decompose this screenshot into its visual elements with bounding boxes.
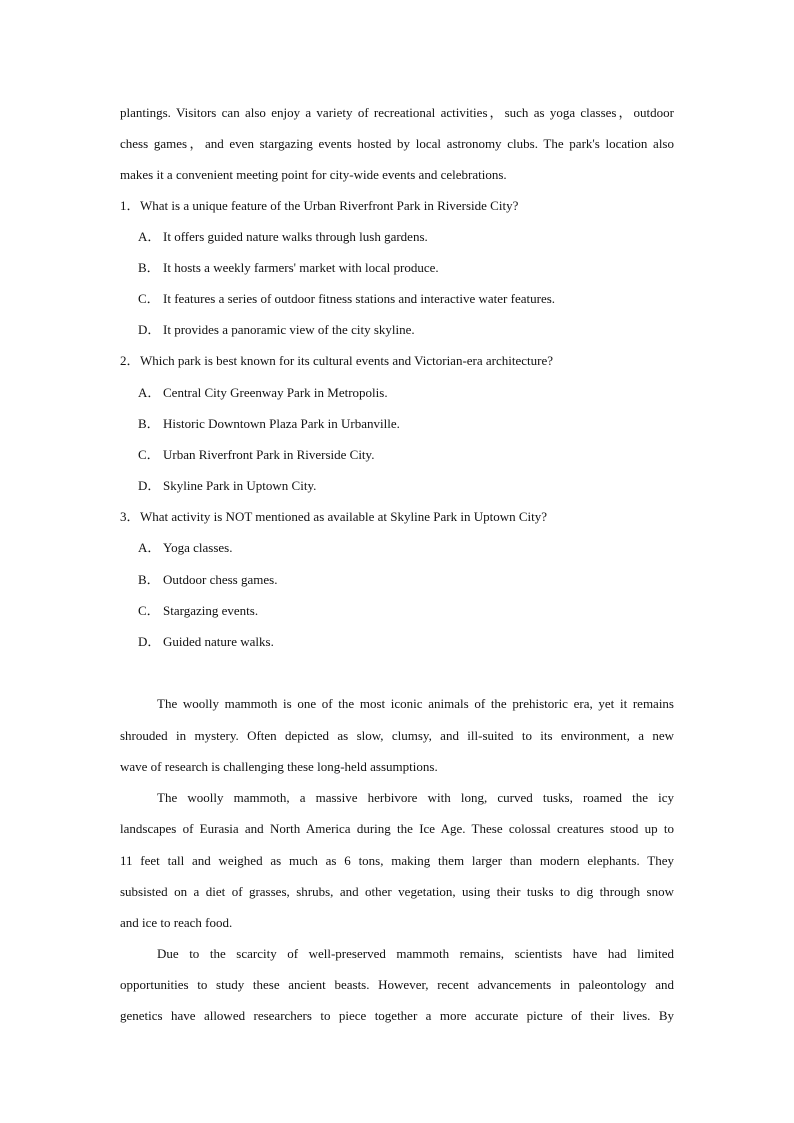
question-1-option-c (138, 291, 674, 307)
passage-line: and ice to reach food. (120, 915, 233, 930)
option-text: It features a series of outdoor fitness stations and interactive water features. (163, 291, 556, 306)
question-3-option-a (138, 540, 674, 556)
passage-line: wave of research is challenging these long-held assumptions. (120, 759, 438, 774)
question-1-option-a (138, 229, 674, 245)
passage-line: shrouded in mystery. Often depicted as slow, clumsy, and ill-suited to its environment, a new (120, 728, 674, 743)
option-letter: A． (138, 229, 161, 244)
option-letter: A． (138, 385, 161, 400)
passage-line: Due to the scarcity of well-preserved mammoth remains, scientists have had limited (157, 946, 674, 961)
question-2-option-c (138, 447, 674, 463)
option-text: Urban Riverfront Park in Riverside City. (163, 447, 375, 462)
passage-line: The woolly mammoth, a massive herbivore with long, curved tusks, roamed the icy (157, 790, 674, 805)
passage-line: plantings. Visitors can also enjoy a variety of recreational activities，such as yoga classes，outdoor (120, 105, 674, 120)
passage-line: chess games，and even stargazing events hosted by local astronomy clubs. The park's location also (120, 136, 674, 151)
question-2-option-b (138, 416, 674, 432)
question-3 (120, 509, 674, 525)
question-number: 1． (120, 198, 140, 213)
passage-line: landscapes of Eurasia and North America during the Ice Age. These colossal creatures stood up to (120, 821, 674, 836)
question-2-option-a (138, 385, 674, 401)
option-text: Historic Downtown Plaza Park in Urbanville. (163, 416, 400, 431)
option-text: Stargazing events. (163, 603, 259, 618)
option-text: It offers guided nature walks through lush gardens. (163, 229, 428, 244)
option-letter: B． (138, 416, 160, 431)
option-text: It hosts a weekly farmers' market with local produce. (163, 260, 439, 275)
question-number: 2． (120, 353, 140, 368)
question-2-option-d (138, 478, 674, 494)
passage-line: subsisted on a diet of grasses, shrubs, and other vegetation, using their tusks to dig through snow (120, 884, 674, 899)
option-letter: C． (138, 447, 160, 462)
question-3-option-c (138, 603, 674, 619)
passage-line: genetics have allowed researchers to piece together a more accurate picture of their lives. By (120, 1008, 674, 1023)
question-2 (120, 353, 674, 369)
option-text: It provides a panoramic view of the city skyline. (163, 322, 415, 337)
option-letter: D． (138, 634, 161, 649)
option-text: Central City Greenway Park in Metropolis. (163, 385, 388, 400)
option-text: Guided nature walks. (163, 634, 274, 649)
option-letter: B． (138, 260, 160, 275)
question-3-option-b (138, 572, 674, 588)
option-text: Outdoor chess games. (163, 572, 278, 587)
passage-line: The woolly mammoth is one of the most iconic animals of the prehistoric era, yet it remains (157, 696, 674, 711)
passage-line: makes it a convenient meeting point for city-wide events and celebrations. (120, 167, 507, 182)
question-1 (120, 198, 674, 214)
question-text: What activity is NOT mentioned as available at Skyline Park in Uptown City? (140, 509, 548, 524)
option-letter: B． (138, 572, 160, 587)
option-letter: A． (138, 540, 161, 555)
question-3-option-d (138, 634, 674, 650)
option-letter: C． (138, 291, 160, 306)
passage-line: 11 feet tall and weighed as much as 6 tons, making them larger than modern elephants. They (120, 853, 674, 868)
question-1-option-d (138, 322, 674, 338)
question-number: 3． (120, 509, 140, 524)
option-text: Skyline Park in Uptown City. (163, 478, 317, 493)
option-text: Yoga classes. (163, 540, 233, 555)
passage-line: opportunities to study these ancient beasts. However, recent advancements in paleontology and (120, 977, 674, 992)
question-text: Which park is best known for its cultural events and Victorian-era architecture? (140, 353, 554, 368)
question-text: What is a unique feature of the Urban Riverfront Park in Riverside City? (140, 198, 519, 213)
option-letter: D． (138, 322, 161, 337)
option-letter: C． (138, 603, 160, 618)
option-letter: D． (138, 478, 161, 493)
question-1-option-b (138, 260, 674, 276)
